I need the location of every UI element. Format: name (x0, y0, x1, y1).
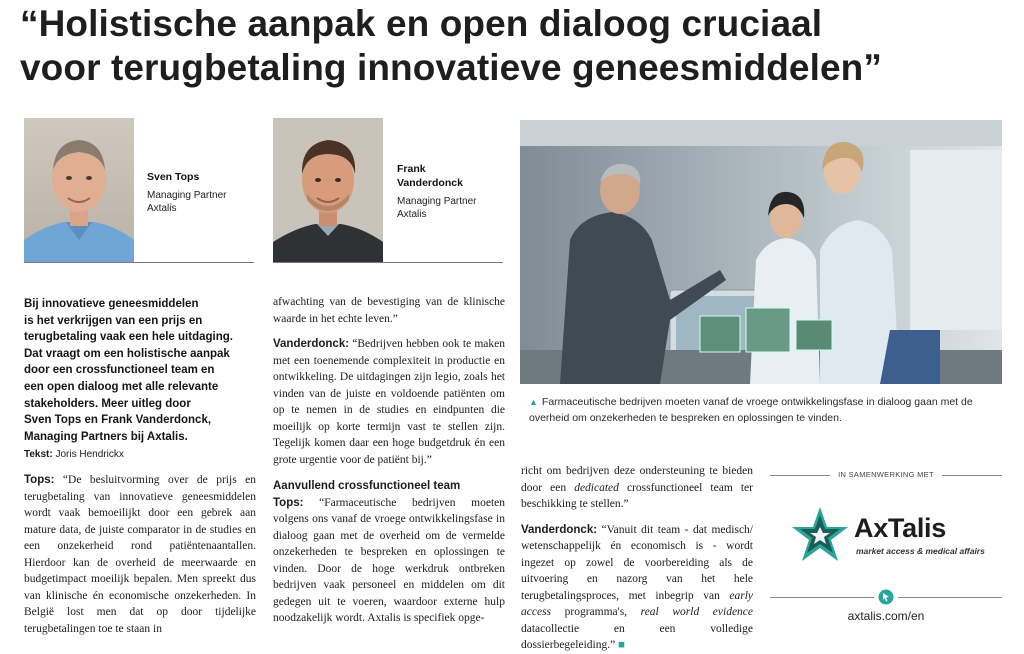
person-name-1: Sven Tops (147, 171, 200, 183)
intro-line: door een crossfunctioneel team en (24, 364, 215, 377)
intro-line: een open dialoog met alle relevante (24, 380, 219, 393)
speaker-label: Vanderdonck: (273, 338, 350, 350)
intro-line: is het verkrijgen van een prijs en (24, 314, 203, 327)
partner-tagline: market access & medical affairs (856, 546, 985, 556)
person-name-2a: Frank (397, 163, 426, 175)
article-headline (20, 2, 1010, 90)
paragraph-text: “De besluitvorming over de prijs en terugbetaling van innovatieve geneesmiddelen wordt vaak bemoeilijkt door een gebrek aan mature data, de juiste comparator in de studies en een onzekerheid rond patiëntenaantallen. Hierdoor kan de overheid de meerwaarde en budgetimpact moeilijk bepalen. Men spreekt dus van klinische én economische onzekerheden. In België lost men dat op door tijdelijke terugbetalingen toe te staan in (24, 474, 256, 635)
paragraph-text: “Farmaceutische bedrijven moeten volgens ons vanaf de vroege ontwikkelingsfase in dialoog gaan met de overheid om de vermelde onzekerheden te bespreken en oplossingen te vinden. Door de hoge werkdruk ontbreken bedrijven vaak personeel en middelen om dit gedegen uit te voeren, waardoor externe hulp noodzakelijk wordt. Axtalis is specifiek opge- (273, 496, 505, 624)
article-column-3 (521, 463, 753, 654)
person-role-1: Managing Partner (147, 190, 227, 201)
photo-caption (529, 394, 999, 426)
partner-box (770, 463, 1002, 635)
caption-text: Farmaceutische bedrijven moeten vanaf de vroege ontwikkelingsfase in dialoog gaan met de overheid om onzekerheden te bespreken en oplossingen te vinden. (529, 396, 973, 424)
intro-lead (24, 296, 264, 445)
subheading: Aanvullend crossfunctioneel team (273, 480, 461, 492)
paragraph-text: datacollectie en een volledige dossierbegeleiding.” (521, 622, 753, 651)
divider (942, 475, 1002, 476)
article-column-2 (273, 294, 505, 627)
article-column-1 (24, 472, 256, 637)
headline-line-2: voor terugbetaling innovatieve geneesmiddelen” (20, 47, 882, 88)
divider (273, 262, 503, 263)
divider (24, 262, 254, 263)
emphasis-text: early access (521, 589, 753, 618)
paragraph-text: “Vanuit dit team - dat medisch/ wetenschappelijk én economisch is - wordt ingezet op zowel de voorbereiding als de uitvoering en nazorg van het hele terugbetalingsproces, met inbegrip van (521, 523, 753, 602)
speaker-label: Tops: (24, 474, 55, 486)
divider (770, 597, 874, 598)
axtalis-star-logo-icon (790, 505, 850, 565)
headline-line-1: “Holistische aanpak en open dialoog cruciaal (20, 3, 823, 44)
intro-line: Managing Partners bij Axtalis. (24, 430, 188, 443)
caption-triangle-icon: ▲ (529, 397, 538, 407)
intro-line: terugbetaling vaak een hele uitdaging. (24, 331, 233, 344)
person-company-2: Axtalis (397, 209, 427, 220)
byline (24, 449, 124, 460)
emphasis-text: dedicated (574, 481, 619, 494)
speaker-label: Vanderdonck: (521, 523, 598, 536)
portrait-frank-vanderdonck (273, 118, 383, 262)
divider (898, 597, 1002, 598)
person-company-1: Axtalis (147, 203, 177, 214)
partner-label: IN SAMENWERKING MET (838, 470, 934, 479)
intro-line: stakeholders. Meer uitleg door (24, 397, 191, 410)
intro-line: Bij innovatieve geneesmiddelen (24, 298, 199, 310)
person-name-2b: Vanderdonck (397, 177, 463, 189)
person-role-2: Managing Partner (397, 196, 477, 207)
speaker-label: Tops: (273, 496, 304, 509)
intro-line: Dat vraagt om een holistische aanpak (24, 347, 230, 360)
paragraph-text: programma's, (551, 606, 641, 618)
byline-author: Joris Hendrickx (55, 449, 124, 460)
lab-photo (520, 120, 1002, 384)
emphasis-text: real world evidence (640, 606, 754, 618)
intro-line: Sven Tops en Frank Vanderdonck, (24, 414, 212, 427)
paragraph-text: afwachting van de bevestiging van de klinische waarde in het echte leven.” (273, 296, 505, 325)
cursor-icon (878, 589, 894, 605)
end-mark-icon: ■ (618, 639, 626, 651)
portrait-sven-tops (24, 118, 134, 262)
partner-url-link[interactable]: axtalis.com/en (847, 609, 925, 623)
paragraph-text: “Bedrijven hebben ook te maken met een toenemende complexiteit in productie en ontwikkeling. De uitdagingen zijn legio, zoals het vinden van de juiste en voldoende patiënten om op te nemen in de studies en eindpunten die moeilijk op korte termijn vast te stellen zijn. Tegelijk komen daar een hoge budgetdruk én een grote urgentie voor de patiënt bij.” (273, 338, 505, 466)
paragraph-text: richt om bedrijven deze ondersteuning te bieden door een (521, 465, 753, 494)
paragraph-text: crossfunctioneel team ter beschikking te stellen.” (521, 481, 753, 510)
partner-brand: AxTalis (854, 513, 946, 543)
byline-label: Tekst: (24, 449, 53, 460)
